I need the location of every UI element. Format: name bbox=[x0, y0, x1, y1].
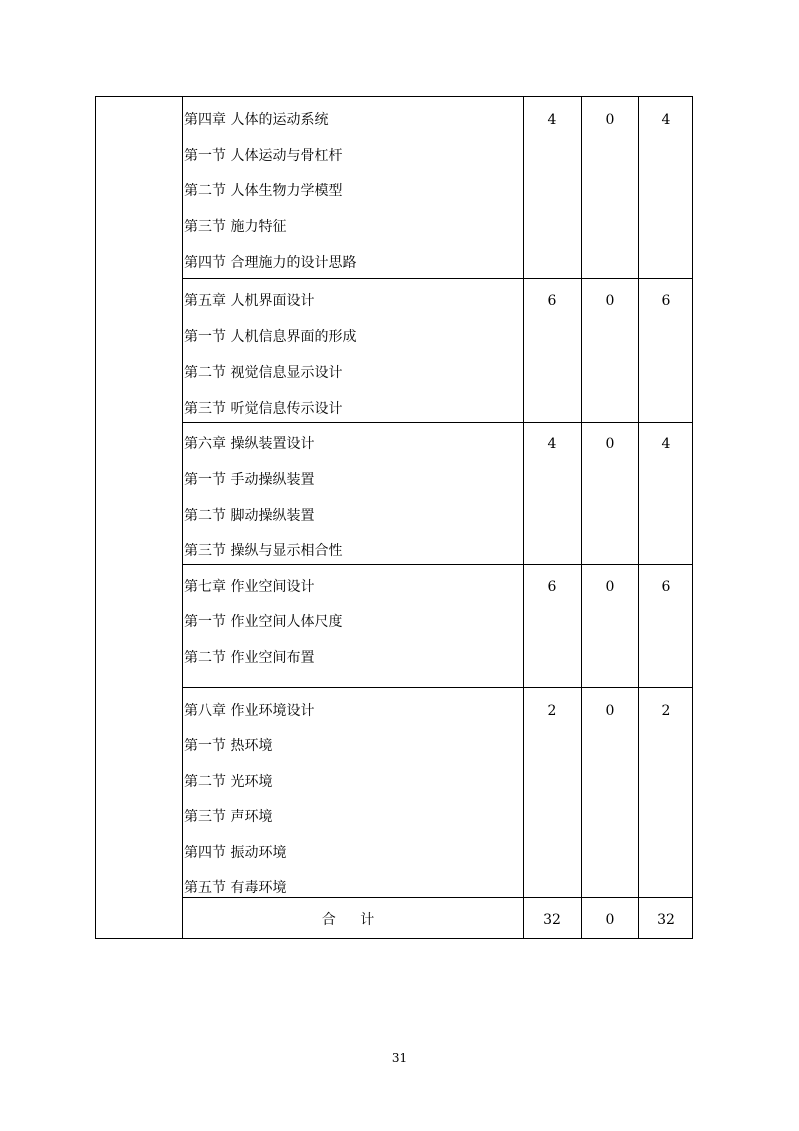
hours-value: 4 bbox=[661, 436, 671, 452]
chapter-title: 第六章 操纵装置设计 bbox=[184, 436, 315, 452]
chapter-title: 第八章 作业环境设计 bbox=[184, 703, 315, 719]
column-divider-1 bbox=[182, 96, 183, 939]
hours-value: 0 bbox=[605, 112, 615, 128]
hours-value: 2 bbox=[547, 703, 557, 719]
hours-value: 2 bbox=[661, 703, 671, 719]
hours-value: 0 bbox=[605, 703, 615, 719]
hours-value: 4 bbox=[547, 436, 557, 452]
column-divider-3 bbox=[581, 96, 582, 939]
row-divider bbox=[182, 422, 693, 423]
section-title: 第五节 有毒环境 bbox=[184, 880, 287, 896]
section-title: 第三节 施力特征 bbox=[184, 219, 287, 235]
total-value: 32 bbox=[657, 912, 675, 928]
section-title: 第二节 光环境 bbox=[184, 774, 273, 790]
row-divider bbox=[182, 278, 693, 279]
section-title: 第二节 视觉信息显示设计 bbox=[184, 365, 343, 381]
total-value: 32 bbox=[543, 912, 561, 928]
column-divider-4 bbox=[638, 96, 639, 939]
section-title: 第二节 人体生物力学模型 bbox=[184, 183, 343, 199]
hours-value: 0 bbox=[605, 436, 615, 452]
section-title: 第一节 手动操纵装置 bbox=[184, 472, 315, 488]
chapter-title: 第五章 人机界面设计 bbox=[184, 293, 315, 309]
table-bottom-border bbox=[95, 938, 693, 939]
section-title: 第三节 操纵与显示相合性 bbox=[184, 543, 343, 559]
total-value: 0 bbox=[605, 912, 615, 928]
page-number: 31 bbox=[391, 1051, 408, 1065]
hours-value: 6 bbox=[661, 293, 671, 309]
section-title: 第一节 人体运动与骨杠杆 bbox=[184, 148, 343, 164]
hours-value: 4 bbox=[661, 112, 671, 128]
hours-value: 6 bbox=[547, 579, 557, 595]
hours-value: 4 bbox=[547, 112, 557, 128]
section-title: 第二节 脚动操纵装置 bbox=[184, 508, 315, 524]
row-divider bbox=[182, 687, 693, 688]
row-divider bbox=[182, 564, 693, 565]
section-title: 第一节 作业空间人体尺度 bbox=[184, 614, 343, 630]
section-title: 第一节 热环境 bbox=[184, 738, 273, 754]
hours-value: 6 bbox=[547, 293, 557, 309]
chapter-title: 第四章 人体的运动系统 bbox=[184, 112, 329, 128]
table-top-border bbox=[95, 96, 693, 97]
table-right-border bbox=[692, 96, 693, 939]
section-title: 第四节 振动环境 bbox=[184, 845, 287, 861]
section-title: 第二节 作业空间布置 bbox=[184, 650, 315, 666]
section-title: 第四节 合理施力的设计思路 bbox=[184, 255, 357, 271]
section-title: 第三节 声环境 bbox=[184, 809, 273, 825]
total-label: 合 计 bbox=[321, 912, 385, 928]
section-title: 第三节 听觉信息传示设计 bbox=[184, 401, 343, 417]
row-divider bbox=[182, 897, 693, 898]
table-left-border bbox=[95, 96, 96, 939]
hours-value: 6 bbox=[661, 579, 671, 595]
section-title: 第一节 人机信息界面的形成 bbox=[184, 329, 357, 345]
hours-value: 0 bbox=[605, 293, 615, 309]
column-divider-2 bbox=[523, 96, 524, 939]
chapter-title: 第七章 作业空间设计 bbox=[184, 579, 315, 595]
hours-value: 0 bbox=[605, 579, 615, 595]
